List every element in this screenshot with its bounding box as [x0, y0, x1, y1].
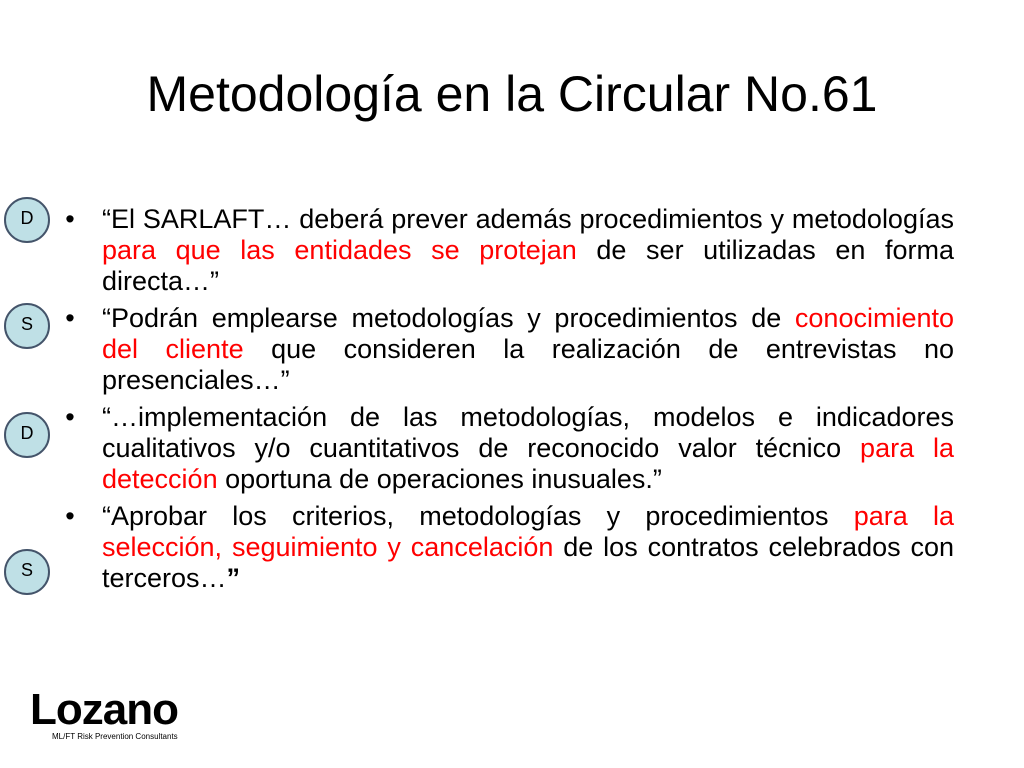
bullet-item-2 [60, 303, 954, 396]
badge-4: S [4, 549, 50, 595]
badge-3: D [4, 412, 50, 458]
bullet-text-segment: de ser utilizadas en forma directa…” [102, 235, 954, 296]
bullet-list [60, 204, 954, 600]
bullet-text-segment: ” [226, 563, 241, 593]
bullet-text-segment: que consideren la realización de entrevistas no presenciales…” [102, 334, 954, 395]
page-title: Metodología en la Circular No.61 [146, 66, 878, 122]
bullet-text-segment: “El SARLAFT… deberá prever además procedimientos y metodologías [102, 204, 954, 234]
logo-tagline: ML/FT Risk Prevention Consultants [52, 732, 178, 741]
bullet-highlight: conocimiento del cliente [102, 303, 954, 364]
bullet-item-4 [60, 501, 954, 594]
bullet-text-segment: “Aprobar los criterios, metodologías y procedimientos [102, 501, 854, 531]
bullet-highlight: para la selección, seguimiento y cancelación [102, 501, 954, 562]
logo-wordmark: Lozano [30, 685, 178, 734]
company-logo [30, 685, 178, 742]
bullet-item-1 [60, 204, 954, 297]
bullet-item-3 [60, 402, 954, 495]
bullet-text-segment: de los contratos celebrados con terceros… [102, 532, 955, 593]
bullet-text-segment: “…implementación de las metodologías, modelos e indicadores cualitativos y/o cuantitativos de reconocido valor técnico [102, 402, 954, 463]
badge-2: S [4, 303, 50, 349]
badge-1: D [4, 197, 50, 243]
bullet-text-segment: oportuna de operaciones inusuales.” [217, 464, 662, 494]
bullet-marker: • [65, 204, 75, 234]
bullet-marker: • [65, 501, 75, 531]
bullet-highlight: para la detección [102, 433, 954, 494]
bullet-marker: • [65, 402, 75, 432]
bullet-highlight: para que las entidades se protejan [102, 235, 577, 265]
bullet-text-segment: “Podrán emplearse metodologías y procedimientos de [102, 303, 795, 333]
bullet-marker: • [65, 303, 75, 333]
